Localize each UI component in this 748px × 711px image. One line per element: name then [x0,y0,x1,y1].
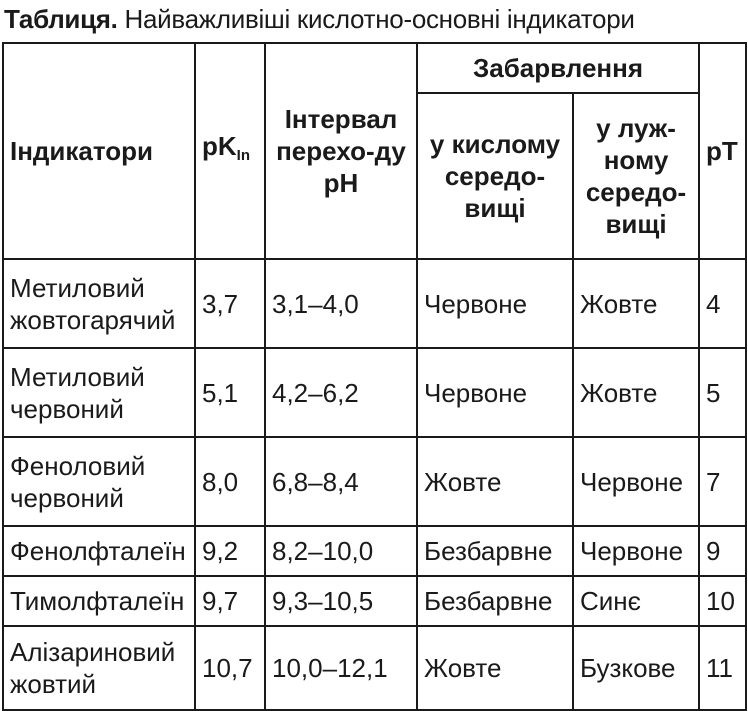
cell-acid: Жовте [417,626,573,710]
header-pk-subscript: In [236,147,251,164]
table-caption [4,2,635,38]
cell-alkali: Синє [573,576,699,626]
header-alkaline: у луж-ному середо-вищі [573,93,699,259]
cell-alkali: Жовте [573,259,699,348]
cell-pt: 4 [699,259,746,348]
cell-interval: 9,3–10,5 [265,576,417,626]
caption-label: Таблиця. [4,4,118,34]
cell-interval: 10,0–12,1 [265,626,417,710]
cell-name: Метиловий червоний [3,348,195,437]
cell-alkali: Жовте [573,348,699,437]
table-row [3,348,746,437]
cell-acid: Жовте [417,437,573,526]
header-coloring: Забарвлення [417,43,699,93]
header-pk-main: pK [202,131,237,161]
cell-acid: Безбарвне [417,526,573,576]
table-row [3,259,746,348]
cell-name: Фенолфталеїн [3,526,195,576]
cell-pt: 10 [699,576,746,626]
header-pt: рТ [699,43,746,259]
cell-name: Тимолфталеїн [3,576,195,626]
cell-interval: 3,1–4,0 [265,259,417,348]
cell-acid: Червоне [417,259,573,348]
header-pk [195,43,265,259]
cell-pk: 9,2 [195,526,265,576]
table-row [3,576,746,626]
cell-alkali: Червоне [573,437,699,526]
caption-text: Найважливіші кислотно-основні індикатори [117,4,635,34]
cell-pk: 3,7 [195,259,265,348]
indicators-table [2,42,747,711]
table-row [3,526,746,576]
cell-pk: 8,0 [195,437,265,526]
cell-alkali: Червоне [573,526,699,576]
cell-interval: 4,2–6,2 [265,348,417,437]
cell-pt: 7 [699,437,746,526]
cell-name: Метиловий жовтогарячий [3,259,195,348]
cell-pt: 11 [699,626,746,710]
cell-acid: Червоне [417,348,573,437]
cell-acid: Безбарвне [417,576,573,626]
cell-alkali: Бузкове [573,626,699,710]
cell-interval: 6,8–8,4 [265,437,417,526]
cell-name: Феноловий червоний [3,437,195,526]
header-acidic: у кислому середо-вищі [417,93,573,259]
table-row [3,626,746,710]
cell-name: Алізариновий жовтий [3,626,195,710]
header-interval: Інтервал перехо-ду рН [265,43,417,259]
cell-pt: 9 [699,526,746,576]
cell-pk: 5,1 [195,348,265,437]
cell-pk: 9,7 [195,576,265,626]
cell-interval: 8,2–10,0 [265,526,417,576]
header-indicators: Індикатори [3,43,195,259]
cell-pt: 5 [699,348,746,437]
table-row [3,437,746,526]
cell-pk: 10,7 [195,626,265,710]
